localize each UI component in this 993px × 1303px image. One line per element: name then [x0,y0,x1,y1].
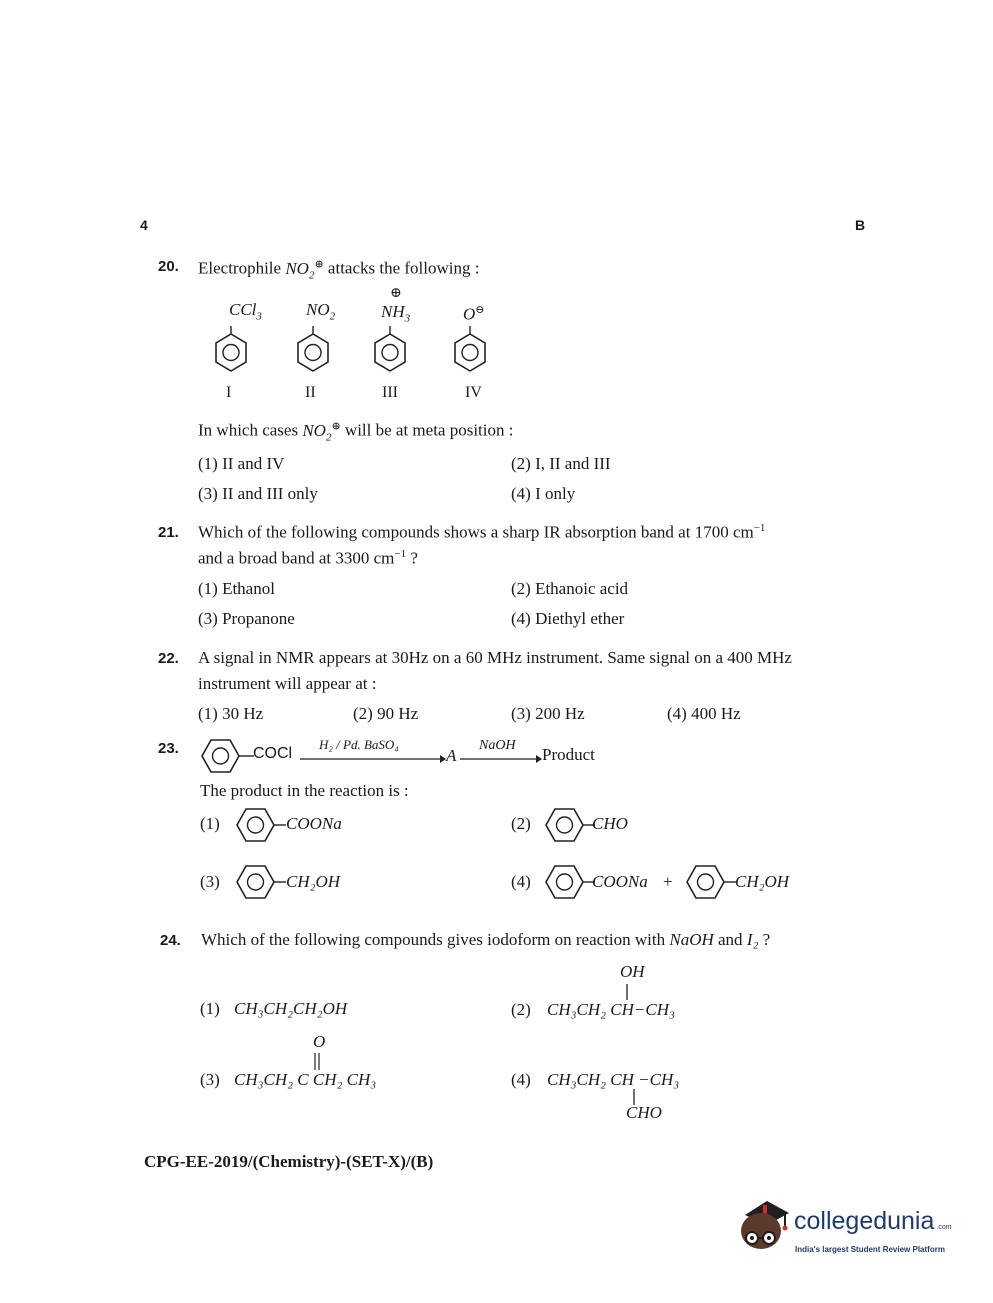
benzene-ring-icon [199,737,257,775]
benzene-ring-icon [684,863,740,901]
double-bond [312,1053,322,1070]
benzene-ring-icon [296,326,330,376]
q23-question: The product in the reaction is : [200,781,409,800]
q22-option-2[interactable]: (2) 90 Hz [353,704,419,723]
collegedunia-tagline: India's largest Student Review Platform [795,1245,945,1254]
q23-reagent-1: H₂ / Pd. BaSO₄ [319,737,399,752]
compound-iv-label: IV [465,384,482,401]
q20-option-3[interactable]: (3) II and III only [198,484,318,503]
q20-option-1[interactable]: (1) II and IV [198,454,285,473]
compound-iii-substituent: $NH_3$ [381,302,411,325]
q24-option-4-formula: CH₃CH₂ CH −CH₃ [547,1070,680,1089]
q23-option-4-text-b: CH₂OH [735,872,790,891]
q23-option-3-label[interactable]: (3) [200,872,220,891]
compound-ii-substituent: $NO_2$ [306,300,336,323]
page-number: 4 [140,217,148,233]
q20-followup: In which cases $NO_2^\oplus$ will be at meta position : [198,420,514,444]
q20-stem: Electrophile $NO_2^\oplus$ attacks the following : [198,258,480,282]
q22-option-4[interactable]: (4) 400 Hz [667,704,741,723]
q23-option-4-label[interactable]: (4) [511,872,531,891]
q23-intermediate: A [446,746,457,765]
compound-iii-label: III [382,384,398,401]
q24-option-2-formula: CH₃CH₂ CH−CH₃ [547,1000,675,1019]
q23-number: 23. [158,740,179,757]
q21-stem-line2: and a broad band at 3300 $cm^{-1}$ ? [198,548,418,568]
q21-stem-line1: Which of the following compounds shows a sharp IR absorption band at 1700 $cm^{-1}$ [198,522,766,542]
set-label: B [855,217,866,233]
q24-option-4-label[interactable]: (4) [511,1070,531,1089]
q24-option-3-formula: CH₃CH₂ C CH₂ CH₃ [234,1070,377,1089]
q23-reagent-2: NaOH [479,738,516,753]
q23-option-4-plus: + [663,872,673,891]
compound-iii-charge: ⊕ [390,286,402,301]
q23-reactant: COCl [253,745,293,762]
q23-option-2-text: CHO [592,814,628,833]
q24-stem: Which of the following compounds gives iodoform on reaction with NaOH and I₂ ? [201,930,771,949]
q21-option-4[interactable]: (4) Diethyl ether [511,609,625,628]
q23-product-label: Product [542,745,595,764]
benzene-ring-icon [234,806,290,844]
q21-option-1[interactable]: (1) Ethanol [198,579,275,598]
q24-number: 24. [160,932,181,949]
q22-stem-line1: A signal in NMR appears at 30Hz on a 60 MHz instrument. Same signal on a 400 MHz [198,648,792,667]
reaction-arrow-icon [460,754,542,764]
compound-ii-label: II [305,384,316,401]
benzene-ring-icon [543,806,599,844]
benzene-ring-icon [234,863,290,901]
q24-option-2-label[interactable]: (2) [511,1000,531,1019]
q24-option-3-o: O [313,1032,326,1051]
collegedunia-logo-text: collegedunia .com [794,1207,952,1235]
compound-i-label: I [226,384,232,401]
q24-option-2-oh: OH [620,962,645,981]
q22-number: 22. [158,650,179,667]
q20-number: 20. [158,258,179,275]
exam-code-footer: CPG-EE-2019/(Chemistry)-(SET-X)/(B) [144,1152,434,1171]
q23-option-1-label[interactable]: (1) [200,814,220,833]
compound-iv-substituent: O⊖ [463,304,485,324]
compound-i-substituent: CCl$_3$ [229,300,262,323]
q20-option-4[interactable]: (4) I only [511,484,576,503]
q24-option-1-label[interactable]: (1) [200,999,220,1018]
q22-stem-line2: instrument will appear at : [198,674,377,693]
q21-number: 21. [158,524,179,541]
reaction-arrow-icon [300,754,446,764]
q24-option-1-formula: CH₃CH₂CH₂OH [234,999,348,1018]
q21-option-3[interactable]: (3) Propanone [198,609,295,628]
q20-option-2[interactable]: (2) I, II and III [511,454,611,473]
q21-option-2[interactable]: (2) Ethanoic acid [511,579,629,598]
q22-option-3[interactable]: (3) 200 Hz [511,704,585,723]
benzene-ring-icon [453,326,487,376]
benzene-ring-icon [543,863,599,901]
q23-option-2-label[interactable]: (2) [511,814,531,833]
q22-option-1[interactable]: (1) 30 Hz [198,704,264,723]
q23-option-4-text-a: COONa [592,872,648,891]
benzene-ring-icon [214,326,248,376]
q23-option-1-text: COONa [286,814,342,833]
benzene-ring-icon [373,326,407,376]
bond-line [625,984,629,1000]
q23-option-3-text: CH₂OH [286,872,341,891]
collegedunia-mascot-icon [733,1195,793,1257]
q24-option-3-label[interactable]: (3) [200,1070,220,1089]
q24-option-4-cho: CHO [626,1103,662,1122]
